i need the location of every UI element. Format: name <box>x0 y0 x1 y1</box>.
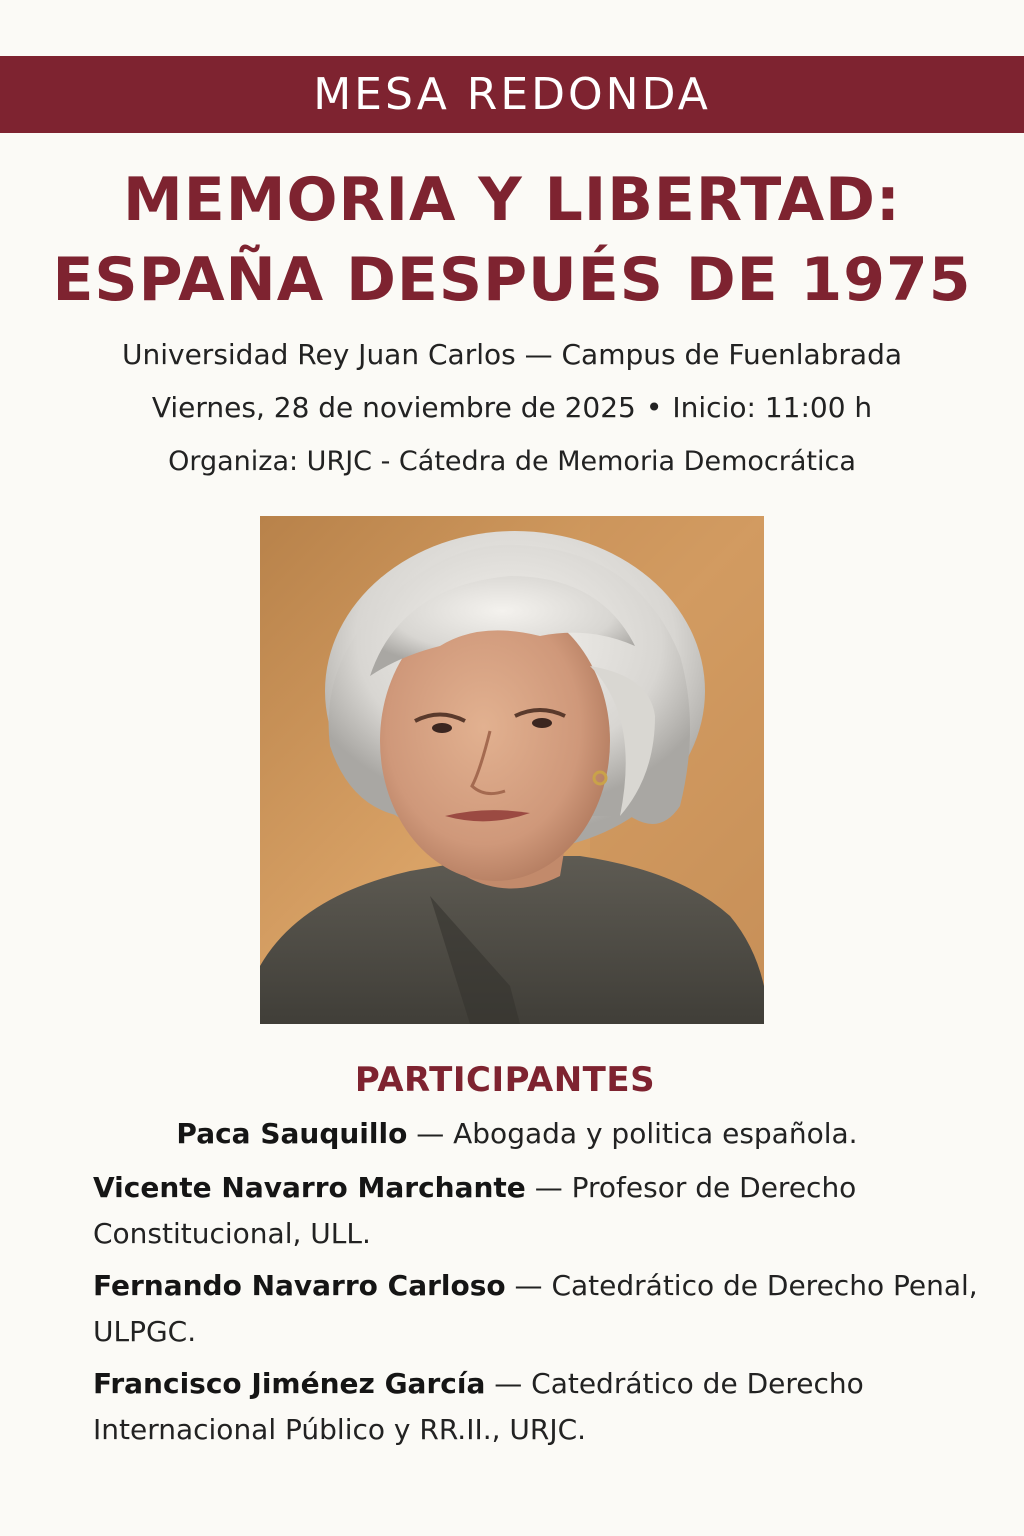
event-title-line-1: MEMORIA Y LIBERTAD: <box>123 165 901 235</box>
participant-1 <box>0 1117 1024 1150</box>
participant-role: — Profesor de Derecho Constitucional, ULL. <box>93 1171 857 1250</box>
participant-2 <box>93 1165 983 1257</box>
separator-dot: • <box>645 391 663 424</box>
event-date: Viernes, 28 de noviembre de 2025 <box>151 391 636 424</box>
participant-role: — Abogada y politica española. <box>407 1117 858 1150</box>
speaker-portrait <box>260 516 764 1024</box>
participant-name: Paca Sauquillo <box>176 1117 408 1150</box>
event-title-line-2: ESPAÑA DESPUÉS DE 1975 <box>52 245 972 315</box>
participant-4 <box>93 1361 983 1453</box>
participant-role: — Catedrático de Derecho Internacional Público y RR.II., URJC. <box>93 1367 864 1446</box>
participant-name: Fernando Navarro Carloso <box>93 1269 506 1302</box>
participant-role: — Catedrático de Derecho Penal, ULPGC. <box>93 1269 978 1348</box>
portrait-illustration <box>260 516 764 1024</box>
participant-3 <box>93 1263 983 1355</box>
event-organizer: Organiza: URJC - Cátedra de Memoria Democrática <box>168 446 856 477</box>
participant-name: Francisco Jiménez García <box>93 1367 486 1400</box>
event-time: Inicio: 11:00 h <box>672 391 873 424</box>
event-datetime <box>0 391 1024 424</box>
banner-label: MESA REDONDA <box>313 69 711 120</box>
participants-heading: PARTICIPANTES <box>354 1060 656 1100</box>
header-banner <box>0 56 1024 133</box>
participant-name: Vicente Navarro Marchante <box>93 1171 526 1204</box>
event-venue: Universidad Rey Juan Carlos — Campus de Fuenlabrada <box>121 338 903 371</box>
